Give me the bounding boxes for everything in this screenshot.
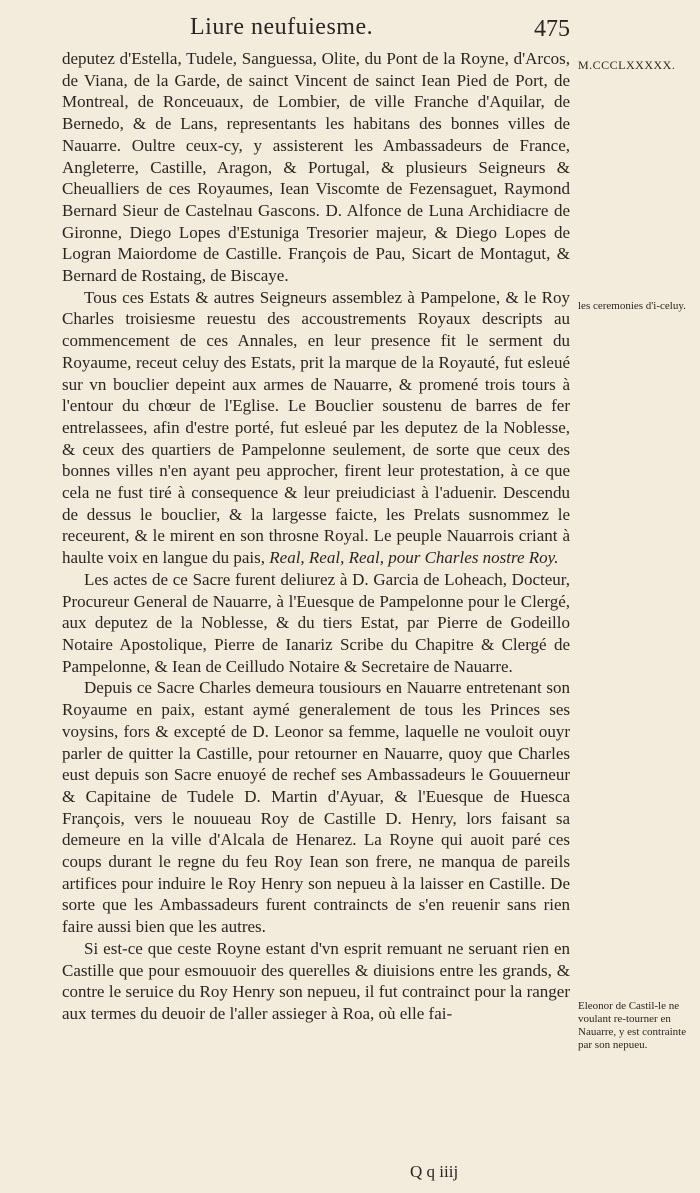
paragraph-4: Depuis ce Sacre Charles demeura tousiours en Nauarre entretenant son Royaume en paix, estant aymé generalement de tous les Princes ses voysins, fors & excepté de D. Leonor sa femme, laquelle ne vouloit ouyr parler de quitter la Castille, pour retourner en Nauarre, quoy que Charles eust depuis son Sacre enuoyé de rechef ses Ambassadeurs le Gouuerneur & Capitaine de Tudele D. Martin d'Ayuar, & l'Euesque de Huesca François, vers le nouueau Roy de Castille D. Henry, lors faisant sa demeure en la ville d'Alcala de Henarez. La Royne qui auoit paré ces coups durant le regne du feu Roy Iean son frere, ne manqua de pareils artifices pour induire le Roy Henry son nepueu à la laisser en Castille. De sorte que les Ambassadeurs furent contraincts de s'en reuenir sans rien faire aussi bien que les autres. bbox=[62, 678, 570, 937]
paragraph-5: Si est-ce que ceste Royne estant d'vn esprit remuant ne seruant rien en Castille que pour esmouuoir des querelles & diuisions entre les grands, & contre le seruice du Roy Henry son nepueu, il fut contrainct pour la ranger aux termes du deuoir de l'aller assieger à Roa, où elle fai- bbox=[62, 938, 570, 1023]
page-header bbox=[170, 14, 570, 50]
paragraph-1: deputez d'Estella, Tudele, Sanguessa, Olite, du Pont de la Royne, d'Arcos, de Viana, de la Garde, de sainct Vincent de sainct Iean Pied de Port, de Montreal, de Ronceuaux, de Lombier, de ville Franche d'Aquilar, de Bernedo, & de Lans, representants les habitans des bonnes villes de Nauarre. Oultre ceux-cy, y assisterent les Ambassadeurs de France, Angleterre, Castille, Aragon, & Portugal, & plusieurs Seigneurs & Cheualliers de ces Royaumes, Iean Viscomte de Fezensaguet, Raymond Bernard Sieur de Castelnau Gascons. D. Alfonce de Luna Archidiacre de Gironne, Diego Lopes d'Estuniga Tresorier majeur, & Diego Lopes de Logran Maiordome de Castille. François de Pau, Sicart de Montagut, & Bernard de Rostaing, de Biscaye. bbox=[62, 49, 570, 286]
running-title: Liure neufuiesme. bbox=[190, 14, 374, 40]
margin-year: M.CCCLXXXXX. bbox=[578, 58, 676, 72]
margin-note-ceremonies: les ceremonies d'i-celuy. bbox=[578, 300, 686, 312]
page-number: 475 bbox=[534, 16, 570, 42]
paragraph-2-italic: Real, Real, Real, pour Charles nostre Roy. bbox=[269, 548, 559, 568]
paragraph-3: Les actes de ce Sacre furent deliurez à D. Garcia de Loheach, Docteur, Procureur General de Nauarre, à l'Euesque de Pampelonne pour le Clergé, aux deputez de la Noblesse, & du tiers Estat, par Pierre de Godeillo Notaire Apostolique, Pierre de Ianariz Scribe du Chapitre & Clergé de Pampelonne, & Iean de Ceilludo Notaire & Secretaire de Nauarre. bbox=[62, 569, 570, 676]
main-text bbox=[62, 48, 570, 1025]
paragraph-2 bbox=[62, 287, 570, 569]
paragraph-2-text: Tous ces Estats & autres Seigneurs assemblez à Pampelone, & le Roy Charles troisiesme reuestu des accoustrements Royaux descripts au commencement de ces Annales, en leur presence fit le serment du Royaume, receut celuy des Estats, prit la marque de la Royauté, fut esleué sur vn bouclier depeint aux armes de Nauarre, & promené trois tours à l'entour du chœur de l'Eglise. Le Bouclier soustenu de barres de fer entrelassees, afin d'estre porté, fut esleué par les deputez de la Noblesse, & ceux des quartiers de Pampelonne seulement, de sorte que ceux des bonnes villes n'en ayant peu approcher, firent leur protestation, à ce que cela ne fust tiré à consequence & leur preiudiciast à l'aduenir. Descendu de dessus le bouclier, & la largesse faicte, les Prelats susnommez le receurent, & le mirent en son throsne Royal. Le peuple Nauarrois criant à haulte voix en langue du pais, bbox=[62, 287, 570, 568]
catchword: Q q iiij bbox=[410, 1162, 459, 1181]
margin-note-eleonor: Eleonor de Castil-le ne voulant re-tourner en Nauarre, y est contrainte par son nepueu. bbox=[578, 1000, 687, 1051]
